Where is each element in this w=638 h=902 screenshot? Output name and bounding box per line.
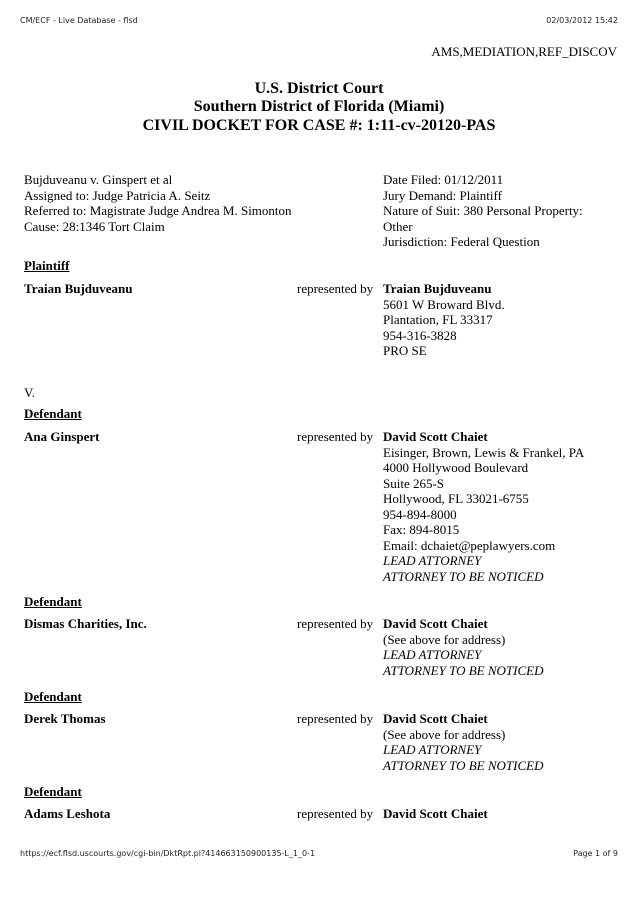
lead-attorney-label: LEAD ATTORNEY — [383, 553, 482, 568]
represented-by-label: represented by — [297, 281, 374, 296]
represented-by-label: represented by — [297, 616, 374, 631]
plaintiff-attorney — [383, 281, 505, 359]
case-cause: Cause: 28:1346 Tort Claim — [24, 218, 165, 234]
defendant-heading: Defendant — [24, 594, 82, 609]
nature-of-suit: Nature of Suit: 380 Personal Property: — [383, 203, 583, 218]
defendant-heading: Defendant — [24, 689, 82, 704]
page-number: Page 1 of 9 — [573, 849, 618, 858]
attorney-email[interactable]: Email: dchaiet@peplawyers.com — [383, 537, 556, 553]
attorney-line: (See above for address) — [383, 631, 506, 647]
jurisdiction: Jurisdiction: Federal Question — [383, 234, 540, 249]
case-caption: Bujduveanu v. Ginspert et al — [24, 172, 173, 187]
attorney-line: PRO SE — [383, 343, 427, 358]
browser-header-timestamp: 02/03/2012 15:42 — [546, 16, 618, 25]
attorney-name: David Scott Chaiet — [383, 806, 488, 821]
lead-attorney-label: LEAD ATTORNEY — [383, 647, 482, 662]
versus-label: V. — [24, 385, 35, 400]
attorney-name: David Scott Chaiet — [383, 429, 488, 444]
attorney-line: Plantation, FL 33317 — [383, 312, 493, 327]
attorney-line: (See above for address) — [383, 726, 506, 742]
court-district: Southern District of Florida (Miami) — [193, 98, 445, 115]
assigned-judge: Assigned to: Judge Patricia A. Seitz — [24, 187, 211, 203]
attorney-line: 4000 Hollywood Boulevard — [383, 460, 529, 475]
court-name: U.S. District Court — [254, 80, 384, 97]
case-flags: AMS,MEDIATION,REF_DISCOV — [431, 44, 617, 59]
plaintiff-name: Traian Bujduveanu — [24, 281, 133, 296]
represented-by-label: represented by — [297, 806, 374, 821]
notice-label: ATTORNEY TO BE NOTICED — [383, 568, 544, 584]
defendant-heading: Defendant — [24, 406, 82, 421]
defendant-attorney — [383, 429, 584, 584]
case-info-right — [383, 172, 583, 250]
referred-judge: Referred to: Magistrate Judge Andrea M. Simonton — [24, 203, 292, 218]
represented-by-label: represented by — [297, 711, 374, 726]
jury-demand: Jury Demand: Plaintiff — [383, 187, 502, 203]
attorney-name: Traian Bujduveanu — [383, 281, 492, 296]
attorney-name: David Scott Chaiet — [383, 616, 488, 631]
notice-label: ATTORNEY TO BE NOTICED — [383, 662, 544, 678]
docket-title: CIVIL DOCKET FOR CASE #: 1:11-cv-20120-PAS — [142, 117, 496, 134]
plaintiff-heading: Plaintiff — [24, 258, 70, 273]
defendant-attorney — [383, 711, 544, 773]
case-info-left — [24, 172, 292, 234]
defendant-heading: Defendant — [24, 784, 82, 799]
page-url: https://ecf.flsd.uscourts.gov/cgi-bin/DktRpt.pl?414663150900135-L_1_0-1 — [20, 849, 316, 858]
attorney-line: 5601 W Broward Blvd. — [383, 296, 505, 312]
attorney-line: Suite 265-S — [383, 475, 445, 491]
attorney-line: Fax: 894-8015 — [383, 522, 460, 537]
attorney-line: Eisinger, Brown, Lewis & Frankel, PA — [383, 444, 585, 460]
defendant-name: Dismas Charities, Inc. — [24, 616, 147, 631]
defendant-name: Derek Thomas — [24, 711, 106, 726]
attorney-line: Hollywood, FL 33021-6755 — [383, 491, 529, 506]
represented-by-label: represented by — [297, 429, 374, 444]
date-filed: Date Filed: 01/12/2011 — [383, 172, 504, 187]
defendant-attorney — [383, 616, 544, 678]
notice-label: ATTORNEY TO BE NOTICED — [383, 757, 544, 773]
defendant-name: Adams Leshota — [24, 806, 111, 821]
defendant-name: Ana Ginspert — [24, 429, 100, 444]
lead-attorney-label: LEAD ATTORNEY — [383, 742, 482, 757]
browser-header-title: CM/ECF - Live Database - flsd — [20, 16, 138, 25]
attorney-line: 954-316-3828 — [383, 327, 457, 343]
nature-of-suit-cont: Other — [383, 218, 413, 234]
attorney-name: David Scott Chaiet — [383, 711, 488, 726]
attorney-line: 954-894-8000 — [383, 506, 457, 522]
